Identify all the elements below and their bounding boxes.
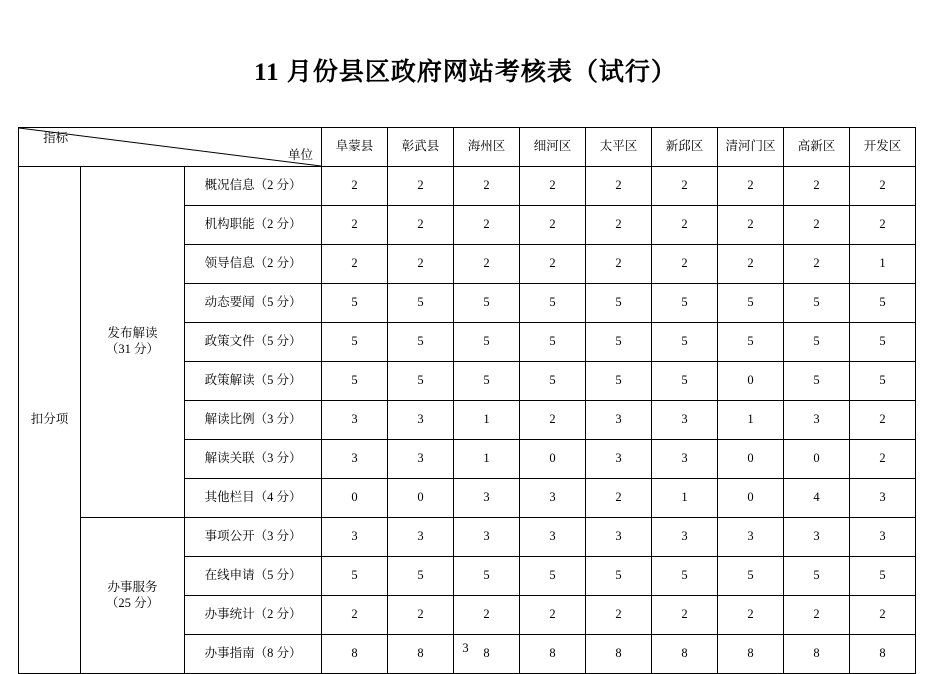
- score-cell: 3: [454, 518, 520, 557]
- score-cell: 2: [322, 596, 388, 635]
- score-cell: 5: [652, 362, 718, 401]
- score-cell: 3: [586, 518, 652, 557]
- item-label: 概况信息（2 分）: [185, 167, 322, 206]
- score-cell: 0: [718, 440, 784, 479]
- score-cell: 5: [322, 362, 388, 401]
- score-cell: 8: [652, 635, 718, 674]
- score-cell: 3: [850, 518, 916, 557]
- table-row: [19, 518, 916, 557]
- column-header-unit-5: 新邱区: [652, 128, 718, 167]
- item-label: 领导信息（2 分）: [185, 245, 322, 284]
- score-cell: 5: [784, 557, 850, 596]
- score-cell: 2: [586, 479, 652, 518]
- score-cell: 3: [652, 518, 718, 557]
- score-cell: 2: [586, 596, 652, 635]
- score-cell: 5: [454, 557, 520, 596]
- group-label-line1: 发布解读: [107, 326, 158, 341]
- item-label: 在线申请（5 分）: [185, 557, 322, 596]
- score-cell: 3: [322, 518, 388, 557]
- group-label-line1: 办事服务: [107, 579, 158, 594]
- score-cell: 5: [784, 362, 850, 401]
- score-table-container: [18, 127, 913, 674]
- header-unit-label: 单位: [288, 148, 314, 163]
- score-cell: 2: [718, 245, 784, 284]
- score-cell: 8: [322, 635, 388, 674]
- score-cell: 2: [850, 167, 916, 206]
- score-cell: 2: [388, 206, 454, 245]
- column-header-unit-0: 阜蒙县: [322, 128, 388, 167]
- score-cell: 2: [718, 206, 784, 245]
- score-cell: 2: [718, 596, 784, 635]
- column-header-unit-4: 太平区: [586, 128, 652, 167]
- score-cell: 5: [718, 284, 784, 323]
- column-header-unit-8: 开发区: [850, 128, 916, 167]
- score-cell: 5: [454, 284, 520, 323]
- score-cell: 5: [784, 284, 850, 323]
- score-cell: 0: [718, 362, 784, 401]
- item-label: 动态要闻（5 分）: [185, 284, 322, 323]
- score-cell: 5: [586, 323, 652, 362]
- score-cell: 5: [850, 284, 916, 323]
- score-cell: 5: [652, 284, 718, 323]
- score-cell: 2: [520, 596, 586, 635]
- score-cell: 5: [850, 557, 916, 596]
- table-header-row: [19, 128, 916, 167]
- score-cell: 5: [718, 557, 784, 596]
- score-cell: 3: [718, 518, 784, 557]
- score-cell: 3: [784, 518, 850, 557]
- score-cell: 2: [586, 206, 652, 245]
- score-cell: 5: [454, 323, 520, 362]
- score-cell: 2: [718, 167, 784, 206]
- score-cell: 5: [520, 557, 586, 596]
- score-cell: 8: [784, 635, 850, 674]
- score-cell: 2: [850, 206, 916, 245]
- score-cell: 5: [652, 323, 718, 362]
- score-cell: 5: [322, 557, 388, 596]
- score-cell: 3: [520, 479, 586, 518]
- score-cell: 2: [850, 401, 916, 440]
- item-label: 事项公开（3 分）: [185, 518, 322, 557]
- score-cell: 5: [388, 362, 454, 401]
- score-cell: 3: [322, 440, 388, 479]
- score-cell: 5: [586, 284, 652, 323]
- table-head: [19, 128, 916, 167]
- score-cell: 8: [388, 635, 454, 674]
- score-cell: 5: [388, 557, 454, 596]
- score-cell: 5: [322, 284, 388, 323]
- score-cell: 2: [652, 167, 718, 206]
- item-label: 解读关联（3 分）: [185, 440, 322, 479]
- score-cell: 2: [520, 401, 586, 440]
- score-cell: 8: [520, 635, 586, 674]
- score-cell: 8: [586, 635, 652, 674]
- score-cell: 3: [454, 479, 520, 518]
- score-cell: 1: [718, 401, 784, 440]
- category-cell-deduction: 扣分项: [19, 167, 81, 674]
- page-number: 3: [462, 641, 469, 655]
- score-cell: 2: [652, 245, 718, 284]
- score-cell: 3: [784, 401, 850, 440]
- score-cell: 2: [652, 206, 718, 245]
- score-cell: 5: [388, 284, 454, 323]
- score-cell: 5: [520, 284, 586, 323]
- score-cell: 2: [520, 245, 586, 284]
- table-body: [19, 167, 916, 674]
- header-index-label: 指标: [43, 131, 69, 145]
- score-cell: 3: [520, 518, 586, 557]
- score-cell: 3: [652, 401, 718, 440]
- score-cell: 1: [454, 440, 520, 479]
- score-cell: 2: [322, 167, 388, 206]
- score-cell: 2: [586, 167, 652, 206]
- score-cell: 3: [586, 440, 652, 479]
- page-title: 11 月份县区政府网站考核表（试行）: [254, 59, 677, 86]
- score-cell: 1: [850, 245, 916, 284]
- score-cell: 2: [322, 245, 388, 284]
- score-cell: 5: [520, 362, 586, 401]
- score-cell: 3: [388, 518, 454, 557]
- score-table: [18, 127, 916, 674]
- score-cell: 1: [454, 401, 520, 440]
- column-header-unit-7: 高新区: [784, 128, 850, 167]
- score-cell: 0: [520, 440, 586, 479]
- item-label: 政策文件（5 分）: [185, 323, 322, 362]
- column-header-unit-6: 清河门区: [718, 128, 784, 167]
- score-cell: 0: [322, 479, 388, 518]
- score-cell: 5: [520, 323, 586, 362]
- score-cell: 5: [322, 323, 388, 362]
- score-cell: 2: [454, 167, 520, 206]
- column-header-unit-1: 彰武县: [388, 128, 454, 167]
- score-cell: 2: [784, 206, 850, 245]
- score-cell: 2: [454, 206, 520, 245]
- group-cell-publish: [81, 167, 185, 518]
- score-cell: 2: [784, 167, 850, 206]
- score-cell: 5: [586, 362, 652, 401]
- score-cell: 3: [322, 401, 388, 440]
- score-cell: 5: [784, 323, 850, 362]
- score-cell: 5: [586, 557, 652, 596]
- score-cell: 3: [850, 479, 916, 518]
- score-cell: 8: [718, 635, 784, 674]
- score-cell: 3: [586, 401, 652, 440]
- score-cell: 2: [784, 245, 850, 284]
- score-cell: 0: [784, 440, 850, 479]
- item-label: 政策解读（5 分）: [185, 362, 322, 401]
- score-cell: 3: [652, 440, 718, 479]
- item-label: 解读比例（3 分）: [185, 401, 322, 440]
- score-cell: 2: [388, 245, 454, 284]
- score-cell: 5: [388, 323, 454, 362]
- score-cell: 1: [652, 479, 718, 518]
- score-cell: 2: [520, 167, 586, 206]
- score-cell: 2: [388, 596, 454, 635]
- item-label: 办事统计（2 分）: [185, 596, 322, 635]
- group-label-line2: （31 分）: [105, 342, 160, 356]
- score-cell: 3: [388, 440, 454, 479]
- score-cell: 2: [520, 206, 586, 245]
- score-cell: 8: [850, 635, 916, 674]
- score-cell: 2: [784, 596, 850, 635]
- score-cell: 2: [454, 596, 520, 635]
- score-cell: 0: [388, 479, 454, 518]
- score-cell: 3: [388, 401, 454, 440]
- score-cell: 0: [718, 479, 784, 518]
- score-cell: 2: [388, 167, 454, 206]
- score-cell: 2: [850, 596, 916, 635]
- item-label: 其他栏目（4 分）: [185, 479, 322, 518]
- score-cell: 5: [850, 362, 916, 401]
- score-cell: 4: [784, 479, 850, 518]
- table-row: [19, 167, 916, 206]
- score-cell: 5: [850, 323, 916, 362]
- score-cell: 5: [718, 323, 784, 362]
- column-header-unit-3: 细河区: [520, 128, 586, 167]
- score-cell: 8: [454, 635, 520, 674]
- score-cell: 2: [454, 245, 520, 284]
- item-label: 机构职能（2 分）: [185, 206, 322, 245]
- score-cell: 5: [652, 557, 718, 596]
- column-header-unit-2: 海州区: [454, 128, 520, 167]
- score-cell: 5: [454, 362, 520, 401]
- group-label-line2: （25 分）: [105, 595, 160, 610]
- score-cell: 2: [652, 596, 718, 635]
- score-cell: 2: [586, 245, 652, 284]
- score-cell: 2: [322, 206, 388, 245]
- score-cell: 2: [850, 440, 916, 479]
- header-corner-cell: [19, 128, 322, 167]
- item-label: 办事指南（8 分）: [185, 635, 322, 674]
